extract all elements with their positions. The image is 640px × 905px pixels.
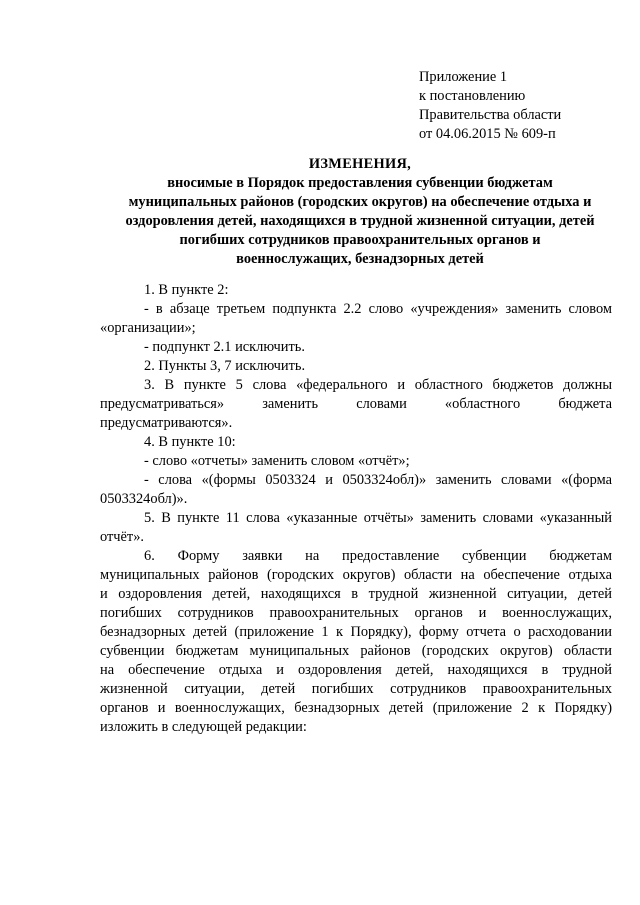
paragraph-9-line-2: отчёт». (100, 529, 145, 545)
paragraph-10-line-2: муниципальных районов (городских округов) области на обеспечение отдыха (100, 567, 612, 583)
paragraph-10-line-3: и оздоровления детей, находящихся в трудной жизненной ситуации, детей (100, 586, 612, 602)
paragraph-8-line-2: 0503324обл)». (100, 491, 188, 507)
paragraph-3: - подпункт 2.1 исключить. (144, 339, 305, 355)
appendix-reference (419, 68, 561, 144)
paragraph-4: 2. Пункты 3, 7 исключить. (144, 358, 306, 374)
paragraph-10-line-9: органов и военнослужащих, безнадзорных детей (приложение 2 к Порядку) (100, 700, 612, 716)
document-body (100, 281, 612, 737)
document-title (100, 155, 620, 269)
paragraph-7: - слово «отчеты» заменить словом «отчёт»; (144, 453, 410, 469)
paragraph-5-line-1: 3. В пункте 5 слова «федерального и областного бюджетов должны (144, 377, 612, 393)
paragraph-9-line-1: 5. В пункте 11 слова «указанные отчёты» заменить словами «указанный (144, 510, 612, 526)
title-line-3: оздоровления детей, находящихся в трудной жизненной ситуации, детей (125, 213, 595, 229)
paragraph-10-line-10: изложить в следующей редакции: (100, 719, 307, 735)
paragraph-10-line-5: безнадзорных детей (приложение 1 к Порядку), форму отчета о расходовании (100, 624, 612, 640)
paragraph-10-line-1: 6. Форму заявки на предоставление субвенции бюджетам (144, 548, 612, 564)
paragraph-8-line-1: - слова «(формы 0503324 и 0503324обл)» заменить словами «(форма (144, 472, 612, 488)
paragraph-10-line-4: погибших сотрудников правоохранительных органов и военнослужащих, (100, 605, 612, 621)
paragraph-2-line-2: «организации»; (100, 320, 196, 336)
title-line-2: муниципальных районов (городских округов) на обеспечение отдыха и (128, 194, 592, 210)
appendix-line-3: Правительства области (419, 107, 562, 123)
appendix-line-2: к постановлению (419, 88, 526, 104)
appendix-line-1: Приложение 1 (419, 69, 508, 85)
title-line-5: военнослужащих, безнадзорных детей (236, 251, 484, 267)
title-line-4: погибших сотрудников правоохранительных органов и (179, 232, 541, 248)
paragraph-10-line-7: на обеспечение отдыха и оздоровления детей, находящихся в трудной (100, 662, 612, 678)
appendix-line-4: от 04.06.2015 № 609-п (419, 126, 556, 142)
paragraph-10-line-8: жизненной ситуации, детей погибших сотрудников правоохранительных (100, 681, 612, 697)
paragraph-2-line-1: - в абзаце третьем подпункта 2.2 слово «учреждения» заменить словом (144, 301, 612, 317)
paragraph-1: 1. В пункте 2: (144, 282, 229, 298)
title-line-1: вносимые в Порядок предоставления субвенции бюджетам (167, 175, 553, 191)
paragraph-5-line-2: предусматриваться» заменить словами «областного бюджета (100, 396, 612, 412)
paragraph-10-line-6: субвенции бюджетам муниципальных районов (городских округов) области (100, 643, 612, 659)
paragraph-5-line-3: предусматриваются». (100, 415, 233, 431)
paragraph-6: 4. В пункте 10: (144, 434, 236, 450)
title-heading: ИЗМЕНЕНИЯ, (308, 156, 412, 172)
